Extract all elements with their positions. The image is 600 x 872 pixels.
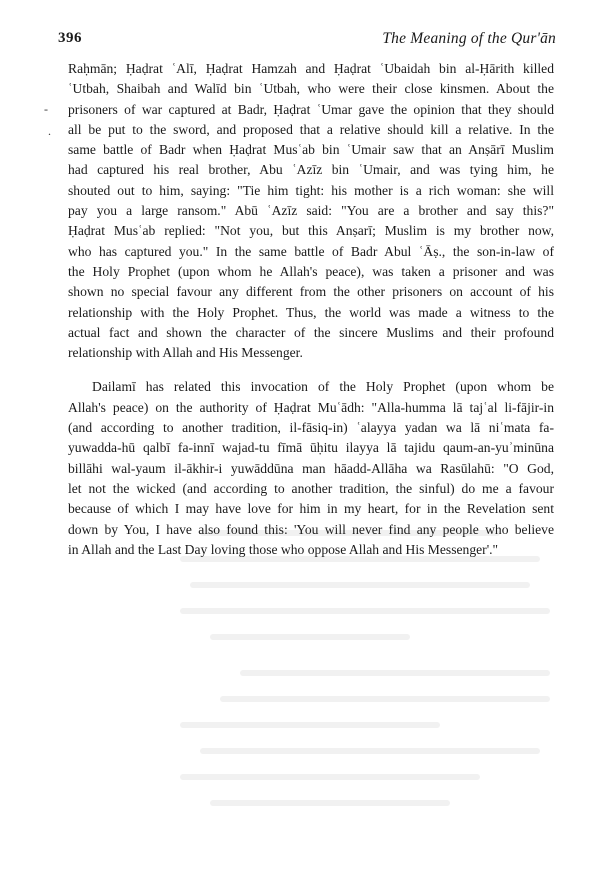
paragraph-2 xyxy=(68,377,554,560)
text-line: Raḥmān; Ḥaḍrat ʿAlī, Ḥaḍrat Hamzah and Ḥaḍrat ʿUbaidah bin al-Ḥārith killed xyxy=(68,61,554,76)
text-line: Allah's peace) on the authority of Ḥaḍrat Muʿādh: "Alla-humma lā tajʿal li-fājir-in xyxy=(68,399,554,415)
text-line: let not the wicked (and according to another tradition, the sinful) do me a favour xyxy=(68,480,554,496)
paragraph-1 xyxy=(68,59,554,363)
text-line: had captured his real brother, Abu ʿAzīz bin ʿUmair, and was tying him, he xyxy=(68,162,554,178)
text-line: the Holy Prophet (upon whom he Allah's peace), was taken a prisoner and was xyxy=(68,263,554,279)
text-line: down by You, I have also found this: 'You will never find any people who believe xyxy=(68,521,554,537)
show-through-bleed xyxy=(180,520,580,840)
text-line: shouted out to him, saying: "Tie him tight: his mother is a rich woman: she will xyxy=(68,182,554,198)
text-line: pay you a large ransom." Abū ʿAzīz said: "You are a brother and say this?" xyxy=(68,203,554,219)
text-line: same battle of Badr when Ḥaḍrat Musʿab bin ʿUmair saw that an Anṣārī Muslim xyxy=(68,142,554,158)
text-line: prisoners of war captured at Badr, Ḥaḍrat ʿUmar gave the opinion that they should xyxy=(68,101,554,117)
text-line: Dailamī has related this invocation of the Holy Prophet (upon whom be xyxy=(92,379,554,395)
text-line: relationship with Allah and His Messenger. xyxy=(68,345,303,361)
text-line: all be put to the sword, and proposed that a relative should kill a relative. In the xyxy=(68,121,554,137)
margin-mark: . xyxy=(48,124,51,138)
text-line: shown no special favour any different from the other prisoners on account of his xyxy=(68,284,554,300)
text-line: Ḥaḍrat Musʿab replied: "Not you, but this Anṣarī; Muslim is my brother now, xyxy=(68,223,554,239)
text-line: (and according to another tradition, il-fāsiq-in) ʿalayya yadan wa lā niʿmata fa- xyxy=(68,420,554,436)
page-number: 396 xyxy=(58,30,82,46)
text-line: in Allah and the Last Day loving those who oppose Allah and His Messenger'." xyxy=(68,541,499,557)
running-title: The Meaning of the Qur'ān xyxy=(382,30,556,47)
text-line: yuwadda-hū qalbī fa-innī wajad-tu fīmā ūḥitu ilayya lā tajidu qaum-an-yuʾminūna xyxy=(68,440,554,456)
text-line: who has captured you." In the same battle of Badr Abul ʿĀṣ., the son-in-law of xyxy=(68,243,554,259)
body-text xyxy=(68,59,554,560)
text-line: relationship with the Holy Prophet. Thus, the world was made a witness to the xyxy=(68,304,554,320)
page-header xyxy=(58,30,556,52)
margin-mark: - xyxy=(44,102,48,116)
text-line: ʿUtbah, Shaibah and Walīd bin ʿUtbah, who were their close kinsmen. About the xyxy=(68,81,554,97)
text-line: because of which I may have love for him in my heart, for in the Revelation sent xyxy=(68,501,554,517)
text-line: actual fact and shown the character of the sincere Muslims and their profound xyxy=(68,324,554,340)
text-line: billāhi wal-yaum il-ākhir-i yuwāddūna man hāadd-Allāha wa Rasūlahū: "O God, xyxy=(68,460,554,476)
